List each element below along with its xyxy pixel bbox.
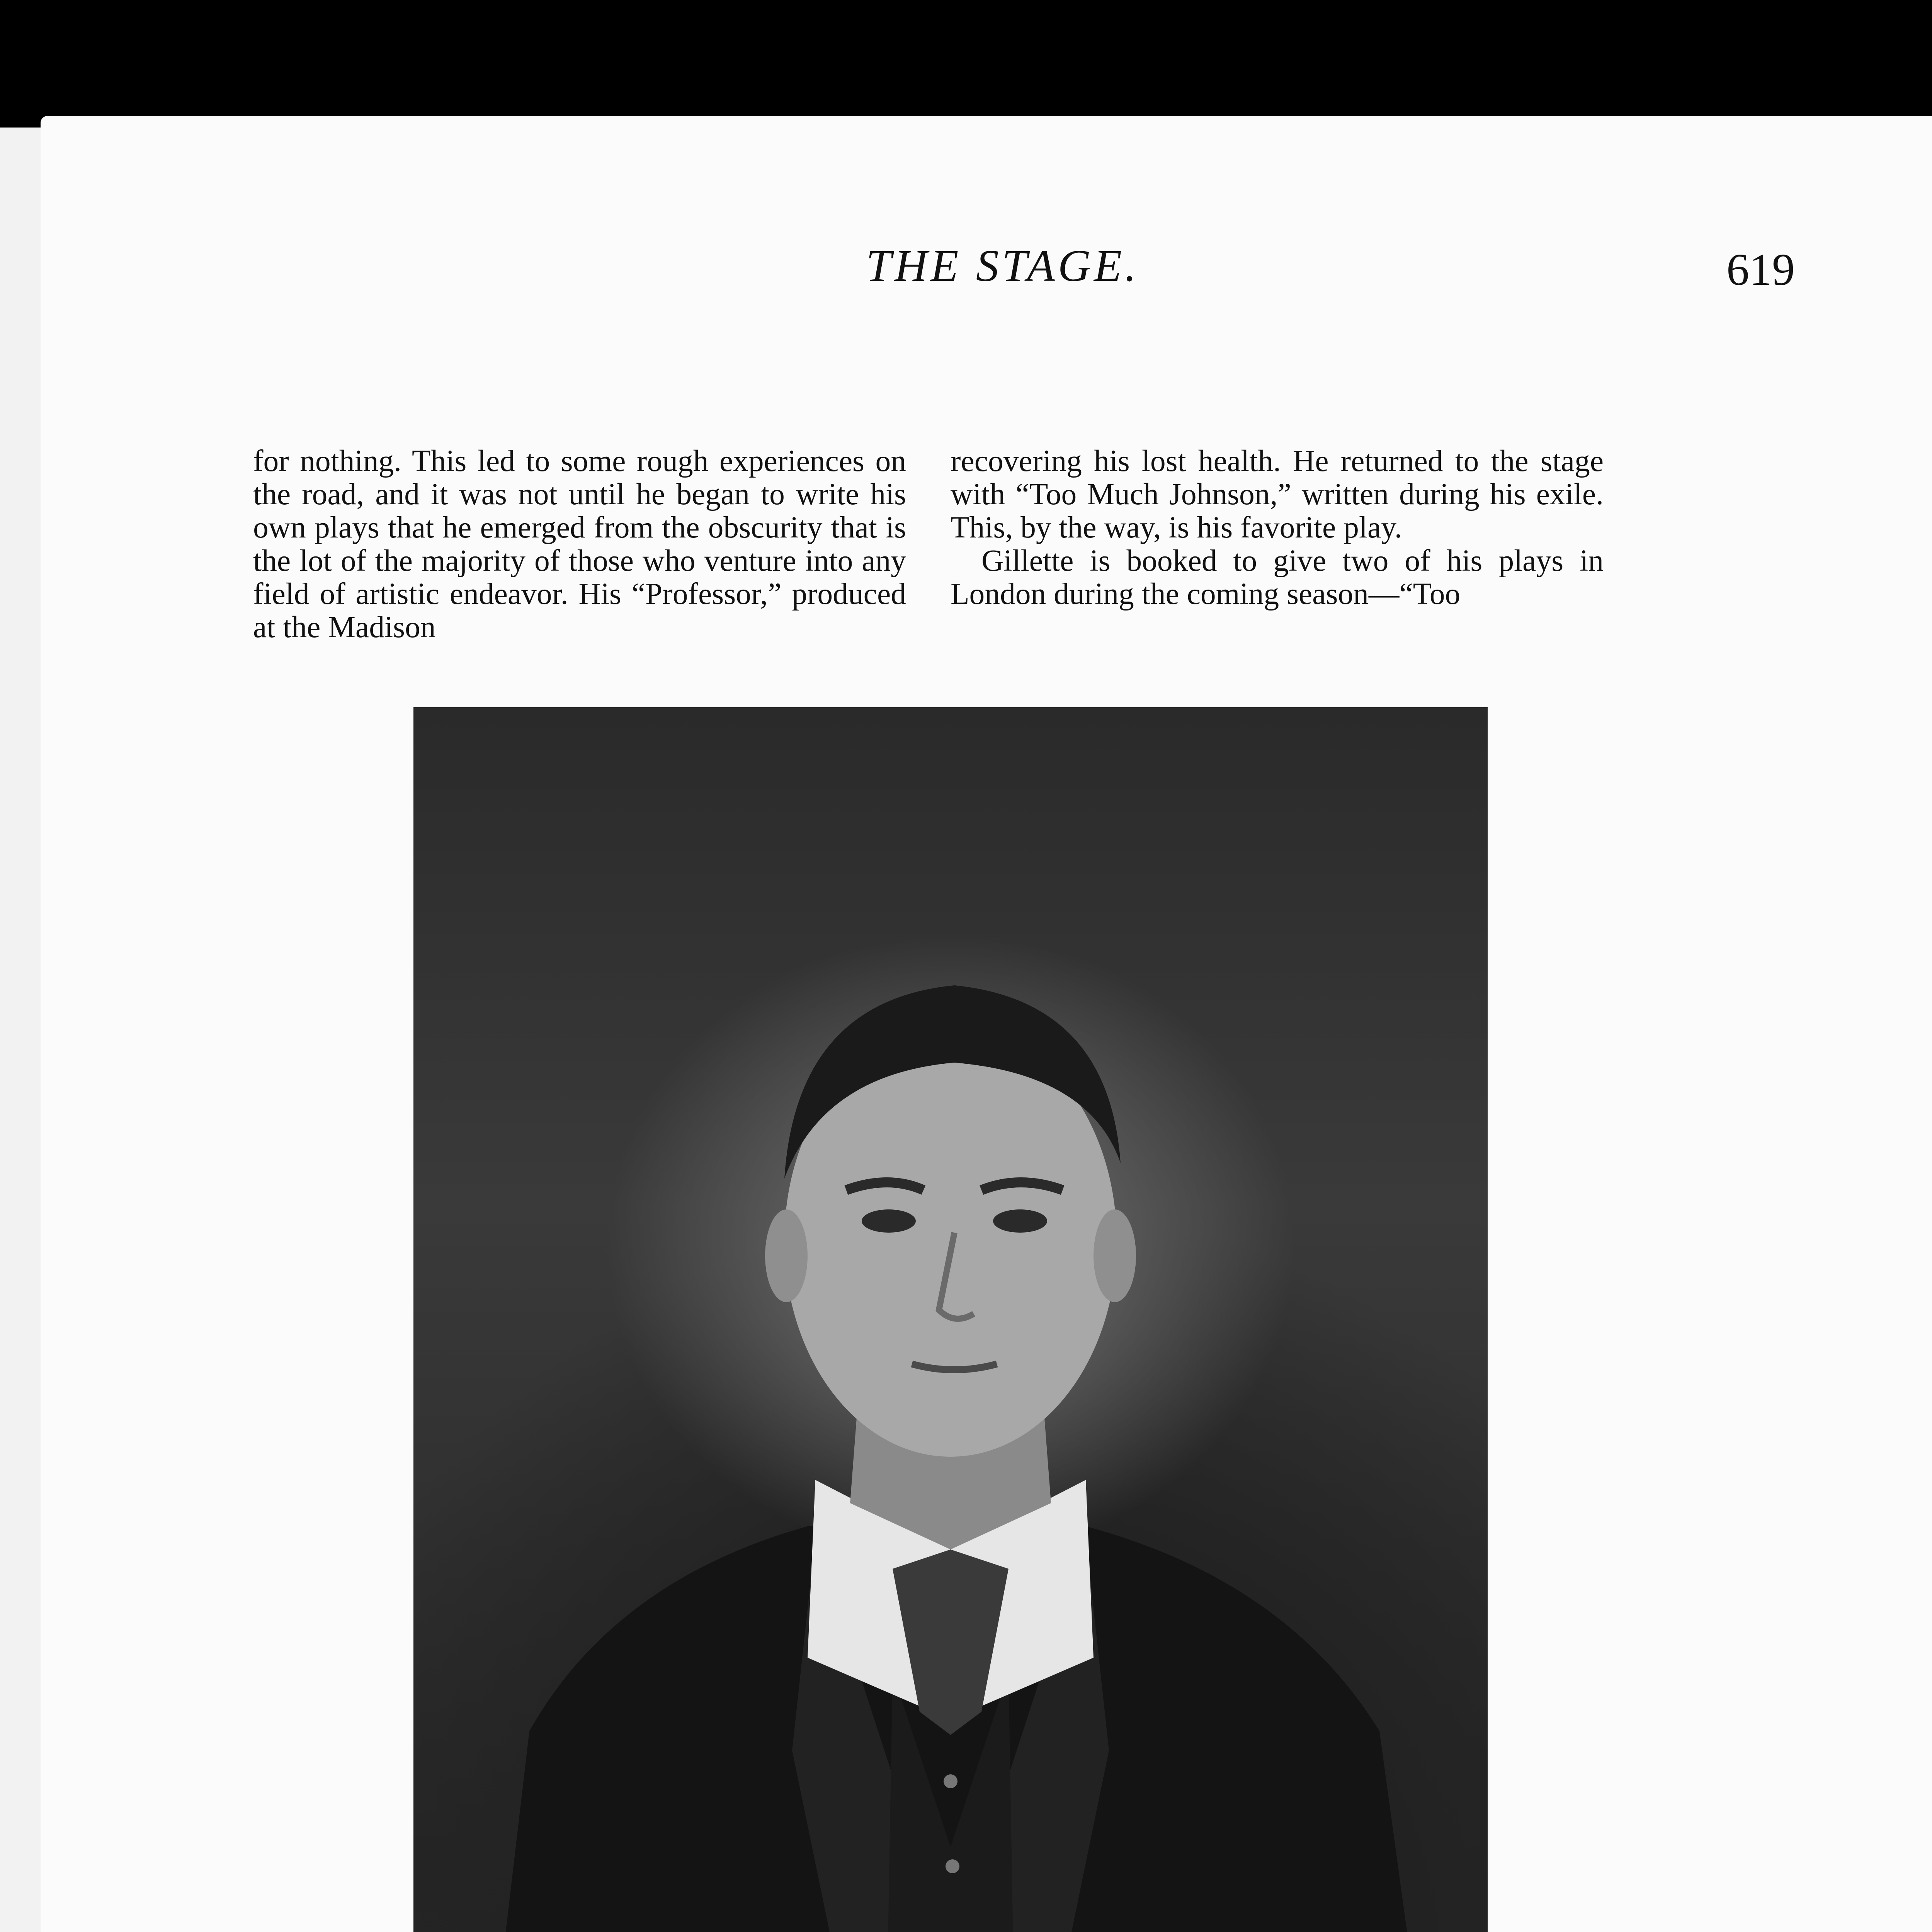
paragraph: recovering his lost health. He returned to the stage with “Too Much Johnson,” written during his exile. This, by the way, is his favorite play.	[951, 444, 1604, 544]
paragraph: Gillette is booked to give two of his plays in London during the coming season—“Too	[951, 544, 1604, 611]
portrait-illustration	[413, 707, 1488, 1932]
page-number: 619	[1726, 244, 1795, 295]
paragraph: for nothing. This led to some rough experiences on the road, and it was not until he began to write his own plays that he emerged from the obscurity that is the lot of the majority of those who venture into any field of artistic endeavor. His “Professor,” produced at the Madison	[253, 444, 906, 644]
magazine-page	[41, 116, 1932, 1932]
column-top-left	[253, 444, 906, 644]
running-title: THE STAGE.	[866, 240, 1139, 291]
left-page-edge	[0, 128, 45, 1932]
portrait-photo	[413, 707, 1488, 1932]
column-top-right	[951, 444, 1604, 611]
